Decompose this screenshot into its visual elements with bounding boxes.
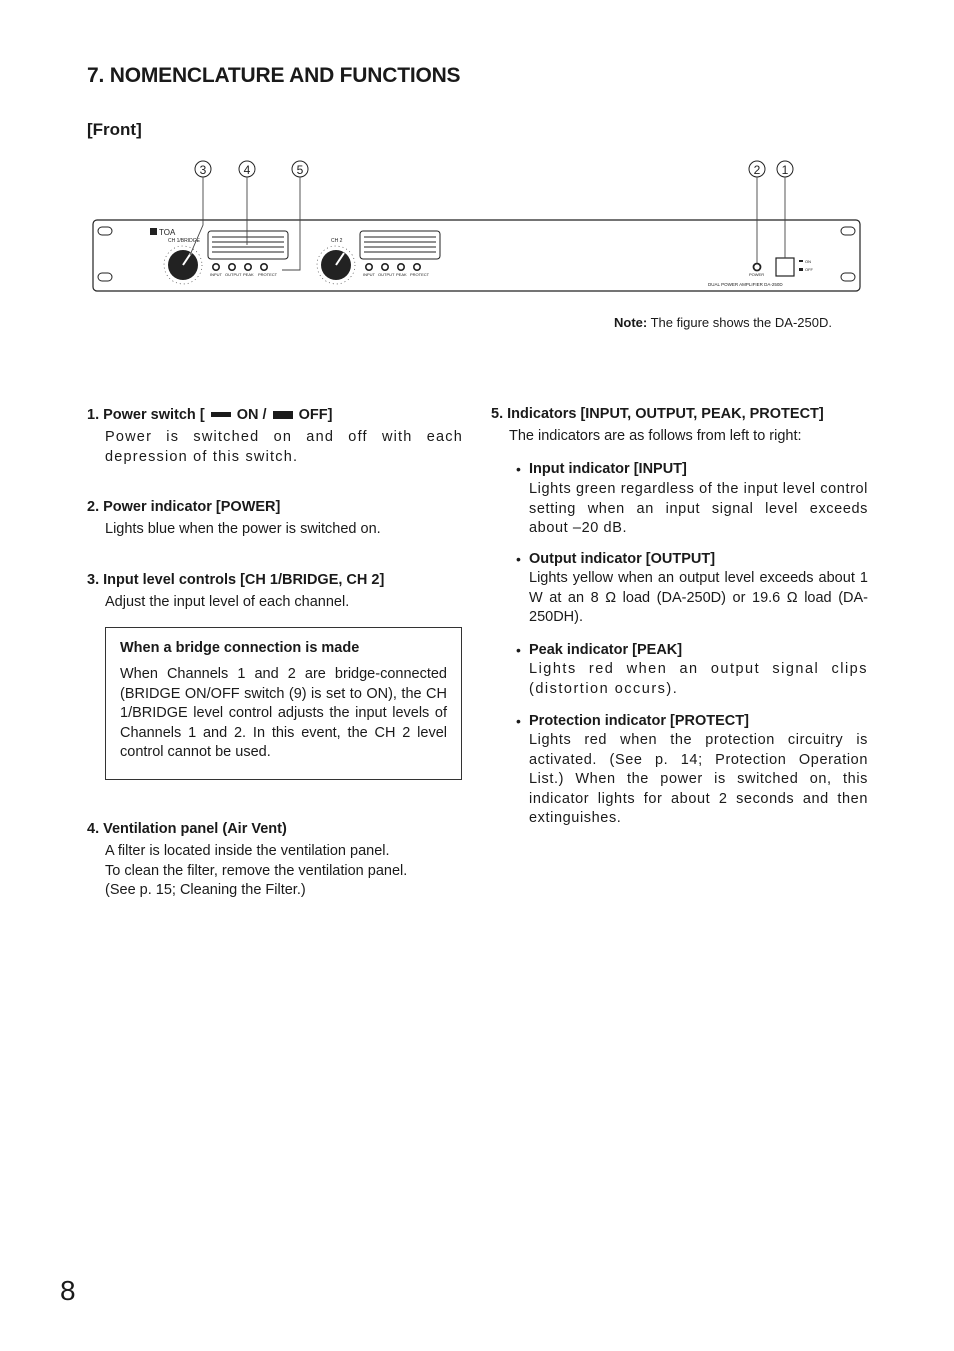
svg-text:INPUT: INPUT xyxy=(363,272,375,277)
svg-text:PEAK: PEAK xyxy=(396,272,407,277)
input-indicator-title: Input indicator [INPUT] xyxy=(529,461,687,477)
front-panel-figure xyxy=(88,155,868,300)
svg-text:OUTPUT: OUTPUT xyxy=(378,272,395,277)
ch2-level-knob xyxy=(317,246,355,284)
item-1-body: Power is switched on and off with each depression of this switch. xyxy=(105,429,463,465)
item-2-title: 2. Power indicator [POWER] xyxy=(87,499,281,515)
item-5-title: 5. Indicators [INPUT, OUTPUT, PEAK, PROTECT] xyxy=(491,406,824,422)
item-4-title: 4. Ventilation panel (Air Vent) xyxy=(87,821,287,837)
power-label: POWER xyxy=(749,272,765,277)
peak-indicator-title: Peak indicator [PEAK] xyxy=(529,642,683,658)
page-number: 8 xyxy=(60,1275,76,1306)
bridge-box-title: When a bridge connection is made xyxy=(120,640,360,656)
item-2-body: Lights blue when the power is switched on. xyxy=(105,521,381,537)
svg-text:OUTPUT: OUTPUT xyxy=(225,272,242,277)
svg-text:ON: ON xyxy=(805,259,811,264)
ch1-label: CH 1/BRIDGE xyxy=(168,238,200,244)
subsection-title: [Front] xyxy=(87,120,142,139)
callout-2 xyxy=(749,161,765,177)
bridge-box-body: When Channels 1 and 2 are bridge-connected (BRIDGE ON/OFF switch (9) is set to ON), the CH 1/BRIDGE level control adjusts the input levels of Channels 1 and 2. In this event, the CH 2 level control cannot be used. xyxy=(120,666,447,760)
svg-text:1: 1 xyxy=(781,163,789,177)
callout-4 xyxy=(239,161,255,177)
item-3-title: 3. Input level controls [CH 1/BRIDGE, CH 2] xyxy=(87,572,385,588)
svg-text:5: 5 xyxy=(296,163,304,177)
svg-text:OFF: OFF xyxy=(805,267,813,272)
peak-indicator-body: Lights red when an output signal clips (distortion occurs). xyxy=(529,661,868,697)
item-5-intro: The indicators are as follows from left to right: xyxy=(509,428,802,444)
ch2-indicators xyxy=(363,264,430,277)
callout-5 xyxy=(292,161,308,177)
ch1-ventilation-panel xyxy=(208,231,288,259)
power-indicator xyxy=(754,264,761,271)
model-text: DUAL POWER AMPLIFIER DA-250D xyxy=(708,282,783,287)
figure-note: Note: The figure shows the DA-250D. xyxy=(614,315,832,330)
svg-text:3: 3 xyxy=(199,163,207,177)
svg-text:PROTECT: PROTECT xyxy=(410,272,430,277)
bullet-mark: • xyxy=(516,713,521,729)
protection-indicator-body: Lights red when the protection circuitry is activated. (See p. 14; Protection Operation List.) When the power is switched on, this indicator lights for about 2 seconds and then extinguishes. xyxy=(529,732,868,826)
callout-1 xyxy=(777,161,793,177)
input-indicator-body: Lights green regardless of the input level control setting when an input signal level exceeds about –20 dB. xyxy=(529,481,868,536)
callout-leaders xyxy=(190,177,785,270)
brand-logo: TOA xyxy=(159,228,176,237)
output-indicator-title: Output indicator [OUTPUT] xyxy=(529,551,716,567)
item-1-title: 1. Power switch [ ON / OFF] xyxy=(87,407,333,423)
ch1-indicators xyxy=(210,264,278,277)
bullet-mark: • xyxy=(516,461,521,477)
protection-indicator-title: Protection indicator [PROTECT] xyxy=(529,713,749,729)
ch2-label: CH 2 xyxy=(331,238,343,244)
ch1-level-knob xyxy=(164,246,202,284)
output-indicator-body: Lights yellow when an output level exceeds about 1 W at an 8 Ω load (DA-250D) or 19.6 Ω load (DA-250DH). xyxy=(529,570,868,625)
section-title: 7. NOMENCLATURE AND FUNCTIONS xyxy=(87,64,461,87)
bullet-mark: • xyxy=(516,551,521,567)
svg-text:INPUT: INPUT xyxy=(210,272,222,277)
switch-on-icon xyxy=(211,412,231,417)
item-3-body: Adjust the input level of each channel. xyxy=(105,594,350,610)
power-switch xyxy=(776,258,794,276)
ch2-ventilation-panel xyxy=(360,231,440,259)
svg-text:PEAK: PEAK xyxy=(243,272,254,277)
bridge-connection-box xyxy=(105,627,462,780)
svg-text:2: 2 xyxy=(753,163,761,177)
svg-text:4: 4 xyxy=(243,163,251,177)
switch-off-icon xyxy=(273,411,293,419)
bullet-mark: • xyxy=(516,642,521,658)
svg-text:PROTECT: PROTECT xyxy=(258,272,278,277)
item-4-body: A filter is located inside the ventilation panel. To clean the filter, remove the ventilation panel. (See p. 15; Cleaning the Filter.) xyxy=(105,843,408,898)
callout-3 xyxy=(195,161,211,177)
